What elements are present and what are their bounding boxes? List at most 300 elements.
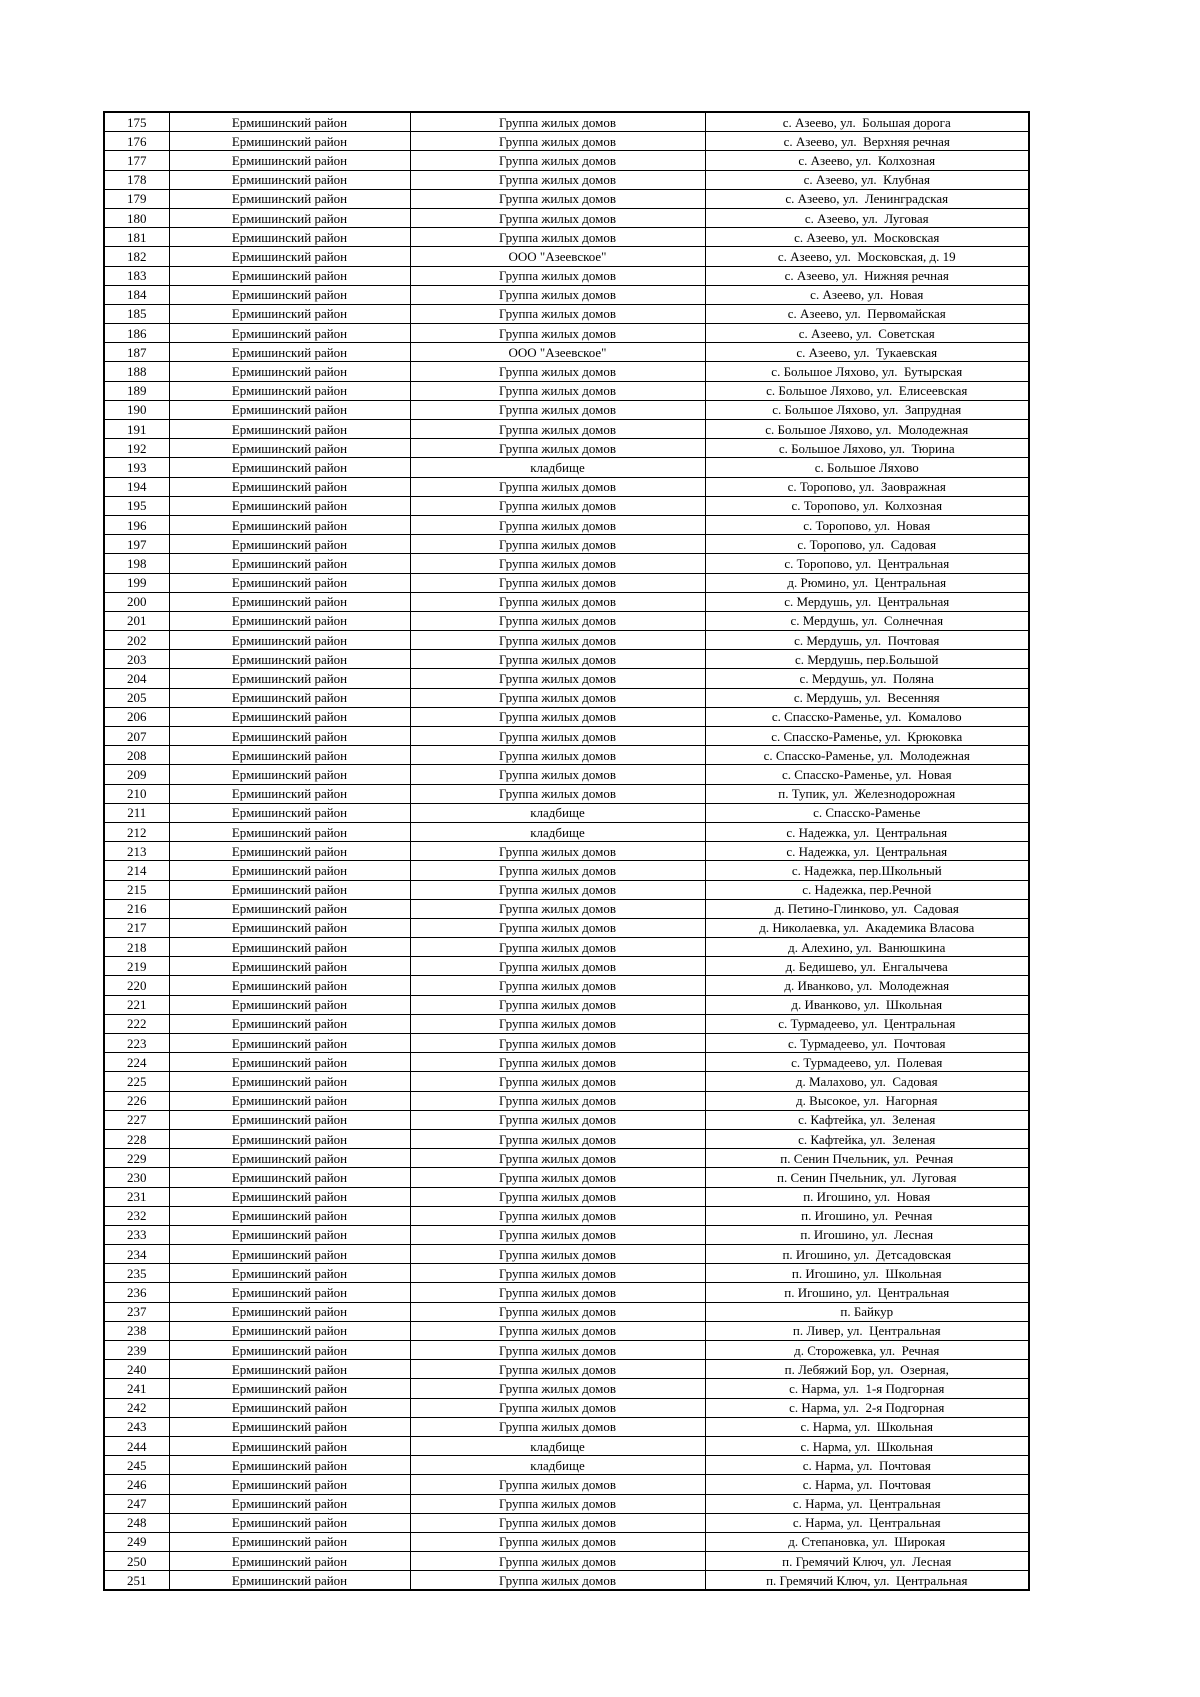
district-cell: Ермишинский район bbox=[169, 1129, 410, 1148]
row-number-cell: 214 bbox=[104, 861, 169, 880]
object-cell: Группа жилых домов bbox=[410, 669, 705, 688]
row-number-cell: 203 bbox=[104, 650, 169, 669]
address-cell: с. Мердушь, ул. Весенняя bbox=[705, 688, 1029, 707]
row-number-cell: 241 bbox=[104, 1379, 169, 1398]
row-number-cell: 251 bbox=[104, 1571, 169, 1591]
row-number-cell: 245 bbox=[104, 1456, 169, 1475]
district-cell: Ермишинский район bbox=[169, 266, 410, 285]
row-number-cell: 194 bbox=[104, 477, 169, 496]
row-number-cell: 213 bbox=[104, 842, 169, 861]
address-cell: с. Спасско-Раменье bbox=[705, 803, 1029, 822]
address-cell: с. Торопово, ул. Садовая bbox=[705, 535, 1029, 554]
object-cell: Группа жилых домов bbox=[410, 208, 705, 227]
address-cell: с. Торопово, ул. Колхозная bbox=[705, 496, 1029, 515]
row-number-cell: 196 bbox=[104, 515, 169, 534]
district-cell: Ермишинский район bbox=[169, 1379, 410, 1398]
row-number-cell: 179 bbox=[104, 189, 169, 208]
table-row bbox=[104, 400, 1029, 419]
district-cell: Ермишинский район bbox=[169, 1475, 410, 1494]
district-cell: Ермишинский район bbox=[169, 1302, 410, 1321]
address-cell: д. Высокое, ул. Нагорная bbox=[705, 1091, 1029, 1110]
table-row bbox=[104, 803, 1029, 822]
table-row bbox=[104, 1149, 1029, 1168]
table-row bbox=[104, 1168, 1029, 1187]
object-cell: Группа жилых домов bbox=[410, 1475, 705, 1494]
table-row bbox=[104, 822, 1029, 841]
row-number-cell: 210 bbox=[104, 784, 169, 803]
district-cell: Ермишинский район bbox=[169, 1072, 410, 1091]
row-number-cell: 220 bbox=[104, 976, 169, 995]
district-cell: Ермишинский район bbox=[169, 1456, 410, 1475]
address-cell: с. Спасско-Раменье, ул. Комалово bbox=[705, 707, 1029, 726]
row-number-cell: 180 bbox=[104, 208, 169, 227]
address-cell: с. Мердушь, ул. Поляна bbox=[705, 669, 1029, 688]
object-cell: Группа жилых домов bbox=[410, 976, 705, 995]
object-cell: Группа жилых домов bbox=[410, 611, 705, 630]
object-cell: Группа жилых домов bbox=[410, 1034, 705, 1053]
object-cell: Группа жилых домов bbox=[410, 1187, 705, 1206]
district-cell: Ермишинский район bbox=[169, 592, 410, 611]
object-cell: Группа жилых домов bbox=[410, 1014, 705, 1033]
address-cell: п. Игошино, ул. Речная bbox=[705, 1206, 1029, 1225]
table-row bbox=[104, 304, 1029, 323]
object-cell: Группа жилых домов bbox=[410, 1321, 705, 1340]
table-row bbox=[104, 1034, 1029, 1053]
object-cell: Группа жилых домов bbox=[410, 266, 705, 285]
address-cell: с. Нарма, ул. Школьная bbox=[705, 1417, 1029, 1436]
row-number-cell: 216 bbox=[104, 899, 169, 918]
row-number-cell: 182 bbox=[104, 247, 169, 266]
row-number-cell: 175 bbox=[104, 112, 169, 132]
object-cell: Группа жилых домов bbox=[410, 957, 705, 976]
address-cell: с. Азеево, ул. Тукаевская bbox=[705, 343, 1029, 362]
district-cell: Ермишинский район bbox=[169, 1436, 410, 1455]
object-cell: Группа жилых домов bbox=[410, 1225, 705, 1244]
district-cell: Ермишинский район bbox=[169, 228, 410, 247]
object-cell: Группа жилых домов bbox=[410, 112, 705, 132]
row-number-cell: 177 bbox=[104, 151, 169, 170]
district-cell: Ермишинский район bbox=[169, 746, 410, 765]
object-cell: кладбище bbox=[410, 458, 705, 477]
row-number-cell: 249 bbox=[104, 1532, 169, 1551]
object-cell: Группа жилых домов bbox=[410, 420, 705, 439]
table-row bbox=[104, 1436, 1029, 1455]
object-cell: кладбище bbox=[410, 822, 705, 841]
row-number-cell: 197 bbox=[104, 535, 169, 554]
object-cell: Группа жилых домов bbox=[410, 1245, 705, 1264]
address-cell: с. Турмадеево, ул. Почтовая bbox=[705, 1034, 1029, 1053]
district-cell: Ермишинский район bbox=[169, 1149, 410, 1168]
table-row bbox=[104, 1187, 1029, 1206]
table-row bbox=[104, 247, 1029, 266]
address-cell: с. Надежка, пер.Школьный bbox=[705, 861, 1029, 880]
table-row bbox=[104, 324, 1029, 343]
object-cell: Группа жилых домов bbox=[410, 400, 705, 419]
row-number-cell: 200 bbox=[104, 592, 169, 611]
row-number-cell: 176 bbox=[104, 132, 169, 151]
district-cell: Ермишинский район bbox=[169, 803, 410, 822]
address-cell: д. Степановка, ул. Широкая bbox=[705, 1532, 1029, 1551]
object-cell: ООО "Азеевское" bbox=[410, 343, 705, 362]
row-number-cell: 230 bbox=[104, 1168, 169, 1187]
row-number-cell: 187 bbox=[104, 343, 169, 362]
row-number-cell: 237 bbox=[104, 1302, 169, 1321]
table-row bbox=[104, 554, 1029, 573]
district-cell: Ермишинский район bbox=[169, 1571, 410, 1591]
row-number-cell: 223 bbox=[104, 1034, 169, 1053]
table-row bbox=[104, 1513, 1029, 1532]
address-cell: с. Спасско-Раменье, ул. Крюковка bbox=[705, 727, 1029, 746]
district-cell: Ермишинский район bbox=[169, 304, 410, 323]
table-row bbox=[104, 1129, 1029, 1148]
row-number-cell: 178 bbox=[104, 170, 169, 189]
object-cell: Группа жилых домов bbox=[410, 1283, 705, 1302]
table-row bbox=[104, 343, 1029, 362]
address-cell: с. Азеево, ул. Клубная bbox=[705, 170, 1029, 189]
table-row bbox=[104, 1283, 1029, 1302]
address-cell: д. Иванково, ул. Молодежная bbox=[705, 976, 1029, 995]
table-row bbox=[104, 880, 1029, 899]
row-number-cell: 239 bbox=[104, 1341, 169, 1360]
table-row bbox=[104, 1532, 1029, 1551]
district-cell: Ермишинский район bbox=[169, 938, 410, 957]
row-number-cell: 211 bbox=[104, 803, 169, 822]
table-row bbox=[104, 458, 1029, 477]
district-cell: Ермишинский район bbox=[169, 1341, 410, 1360]
row-number-cell: 224 bbox=[104, 1053, 169, 1072]
row-number-cell: 205 bbox=[104, 688, 169, 707]
district-cell: Ермишинский район bbox=[169, 381, 410, 400]
object-cell: Группа жилых домов bbox=[410, 650, 705, 669]
row-number-cell: 206 bbox=[104, 707, 169, 726]
row-number-cell: 199 bbox=[104, 573, 169, 592]
address-cell: с. Азеево, ул. Колхозная bbox=[705, 151, 1029, 170]
row-number-cell: 232 bbox=[104, 1206, 169, 1225]
district-cell: Ермишинский район bbox=[169, 707, 410, 726]
address-cell: п. Игошино, ул. Центральная bbox=[705, 1283, 1029, 1302]
row-number-cell: 244 bbox=[104, 1436, 169, 1455]
district-cell: Ермишинский район bbox=[169, 1168, 410, 1187]
object-cell: Группа жилых домов bbox=[410, 995, 705, 1014]
table-row bbox=[104, 1014, 1029, 1033]
table-row bbox=[104, 727, 1029, 746]
district-cell: Ермишинский район bbox=[169, 1494, 410, 1513]
address-cell: д. Алехино, ул. Ванюшкина bbox=[705, 938, 1029, 957]
row-number-cell: 212 bbox=[104, 822, 169, 841]
address-cell: с. Большое Ляхово, ул. Тюрина bbox=[705, 439, 1029, 458]
district-cell: Ермишинский район bbox=[169, 727, 410, 746]
address-cell: с. Нарма, ул. 2-я Подгорная bbox=[705, 1398, 1029, 1417]
registry-table-body bbox=[104, 112, 1029, 1590]
district-cell: Ермишинский район bbox=[169, 343, 410, 362]
district-cell: Ермишинский район bbox=[169, 995, 410, 1014]
object-cell: Группа жилых домов bbox=[410, 1053, 705, 1072]
address-cell: с. Спасско-Раменье, ул. Новая bbox=[705, 765, 1029, 784]
object-cell: Группа жилых домов bbox=[410, 842, 705, 861]
address-cell: с. Нарма, ул. Центральная bbox=[705, 1513, 1029, 1532]
address-cell: с. Нарма, ул. Почтовая bbox=[705, 1475, 1029, 1494]
object-cell: Группа жилых домов bbox=[410, 1264, 705, 1283]
district-cell: Ермишинский район bbox=[169, 535, 410, 554]
address-cell: с. Кафтейка, ул. Зеленая bbox=[705, 1129, 1029, 1148]
address-cell: с. Мердушь, пер.Большой bbox=[705, 650, 1029, 669]
table-row bbox=[104, 976, 1029, 995]
table-row bbox=[104, 842, 1029, 861]
object-cell: Группа жилых домов bbox=[410, 170, 705, 189]
address-cell: с. Азеево, ул. Нижняя речная bbox=[705, 266, 1029, 285]
object-cell: Группа жилых домов bbox=[410, 1072, 705, 1091]
district-cell: Ермишинский район bbox=[169, 208, 410, 227]
table-row bbox=[104, 1264, 1029, 1283]
district-cell: Ермишинский район bbox=[169, 151, 410, 170]
row-number-cell: 215 bbox=[104, 880, 169, 899]
table-row bbox=[104, 995, 1029, 1014]
table-row bbox=[104, 1091, 1029, 1110]
row-number-cell: 185 bbox=[104, 304, 169, 323]
address-cell: с. Азеево, ул. Первомайская bbox=[705, 304, 1029, 323]
district-cell: Ермишинский район bbox=[169, 842, 410, 861]
row-number-cell: 236 bbox=[104, 1283, 169, 1302]
object-cell: Группа жилых домов bbox=[410, 228, 705, 247]
row-number-cell: 222 bbox=[104, 1014, 169, 1033]
row-number-cell: 209 bbox=[104, 765, 169, 784]
address-cell: д. Малахово, ул. Садовая bbox=[705, 1072, 1029, 1091]
address-cell: с. Азеево, ул. Верхняя речная bbox=[705, 132, 1029, 151]
district-cell: Ермишинский район bbox=[169, 458, 410, 477]
district-cell: Ермишинский район bbox=[169, 400, 410, 419]
object-cell: Группа жилых домов bbox=[410, 1379, 705, 1398]
district-cell: Ермишинский район bbox=[169, 669, 410, 688]
address-cell: с. Азеево, ул. Московская, д. 19 bbox=[705, 247, 1029, 266]
address-cell: д. Иванково, ул. Школьная bbox=[705, 995, 1029, 1014]
object-cell: Группа жилых домов bbox=[410, 496, 705, 515]
table-row bbox=[104, 535, 1029, 554]
table-row bbox=[104, 765, 1029, 784]
district-cell: Ермишинский район bbox=[169, 1321, 410, 1340]
address-cell: с. Надежка, пер.Речной bbox=[705, 880, 1029, 899]
object-cell: Группа жилых домов bbox=[410, 285, 705, 304]
object-cell: Группа жилых домов bbox=[410, 899, 705, 918]
district-cell: Ермишинский район bbox=[169, 420, 410, 439]
object-cell: Группа жилых домов bbox=[410, 1417, 705, 1436]
district-cell: Ермишинский район bbox=[169, 247, 410, 266]
address-cell: с. Большое Ляхово, ул. Бутырская bbox=[705, 362, 1029, 381]
district-cell: Ермишинский район bbox=[169, 573, 410, 592]
table-row bbox=[104, 1552, 1029, 1571]
district-cell: Ермишинский район bbox=[169, 784, 410, 803]
address-cell: с. Мердушь, ул. Солнечная bbox=[705, 611, 1029, 630]
object-cell: Группа жилых домов bbox=[410, 1149, 705, 1168]
table-row bbox=[104, 1110, 1029, 1129]
district-cell: Ермишинский район bbox=[169, 1532, 410, 1551]
address-cell: с. Надежка, ул. Центральная bbox=[705, 822, 1029, 841]
row-number-cell: 246 bbox=[104, 1475, 169, 1494]
table-row bbox=[104, 592, 1029, 611]
table-row bbox=[104, 1302, 1029, 1321]
table-row bbox=[104, 170, 1029, 189]
district-cell: Ермишинский район bbox=[169, 1398, 410, 1417]
object-cell: Группа жилых домов bbox=[410, 1571, 705, 1591]
object-cell: Группа жилых домов bbox=[410, 1110, 705, 1129]
address-cell: п. Гремячий Ключ, ул. Лесная bbox=[705, 1552, 1029, 1571]
district-cell: Ермишинский район bbox=[169, 1360, 410, 1379]
district-cell: Ермишинский район bbox=[169, 324, 410, 343]
table-row bbox=[104, 611, 1029, 630]
district-cell: Ермишинский район bbox=[169, 1245, 410, 1264]
row-number-cell: 242 bbox=[104, 1398, 169, 1417]
district-cell: Ермишинский район bbox=[169, 1091, 410, 1110]
district-cell: Ермишинский район bbox=[169, 362, 410, 381]
address-cell: с. Турмадеево, ул. Центральная bbox=[705, 1014, 1029, 1033]
address-cell: с. Надежка, ул. Центральная bbox=[705, 842, 1029, 861]
table-row bbox=[104, 1245, 1029, 1264]
table-row bbox=[104, 1053, 1029, 1072]
row-number-cell: 208 bbox=[104, 746, 169, 765]
object-cell: Группа жилых домов bbox=[410, 1206, 705, 1225]
table-row bbox=[104, 899, 1029, 918]
table-row bbox=[104, 1494, 1029, 1513]
table-row bbox=[104, 515, 1029, 534]
district-cell: Ермишинский район bbox=[169, 1283, 410, 1302]
row-number-cell: 193 bbox=[104, 458, 169, 477]
registry-table bbox=[103, 111, 1030, 1591]
table-row bbox=[104, 1398, 1029, 1417]
object-cell: Группа жилых домов bbox=[410, 381, 705, 400]
object-cell: Группа жилых домов bbox=[410, 1360, 705, 1379]
address-cell: с. Азеево, ул. Ленинградская bbox=[705, 189, 1029, 208]
object-cell: Группа жилых домов bbox=[410, 765, 705, 784]
table-row bbox=[104, 918, 1029, 937]
address-cell: п. Игошино, ул. Лесная bbox=[705, 1225, 1029, 1244]
address-cell: с. Нарма, ул. Почтовая bbox=[705, 1456, 1029, 1475]
address-cell: с. Большое Ляхово, ул. Запрудная bbox=[705, 400, 1029, 419]
table-row bbox=[104, 1225, 1029, 1244]
row-number-cell: 227 bbox=[104, 1110, 169, 1129]
district-cell: Ермишинский район bbox=[169, 515, 410, 534]
address-cell: п. Гремячий Ключ, ул. Центральная bbox=[705, 1571, 1029, 1591]
address-cell: п. Сенин Пчельник, ул. Луговая bbox=[705, 1168, 1029, 1187]
address-cell: с. Мердушь, ул. Почтовая bbox=[705, 631, 1029, 650]
table-row bbox=[104, 496, 1029, 515]
district-cell: Ермишинский район bbox=[169, 112, 410, 132]
object-cell: Группа жилых домов bbox=[410, 1129, 705, 1148]
address-cell: п. Ливер, ул. Центральная bbox=[705, 1321, 1029, 1340]
object-cell: кладбище bbox=[410, 1456, 705, 1475]
table-row bbox=[104, 266, 1029, 285]
address-cell: с. Азеево, ул. Большая дорога bbox=[705, 112, 1029, 132]
object-cell: Группа жилых домов bbox=[410, 515, 705, 534]
table-row bbox=[104, 650, 1029, 669]
table-row bbox=[104, 1475, 1029, 1494]
object-cell: Группа жилых домов bbox=[410, 746, 705, 765]
address-cell: д. Рюмино, ул. Центральная bbox=[705, 573, 1029, 592]
row-number-cell: 238 bbox=[104, 1321, 169, 1340]
row-number-cell: 204 bbox=[104, 669, 169, 688]
object-cell: Группа жилых домов bbox=[410, 573, 705, 592]
district-cell: Ермишинский район bbox=[169, 496, 410, 515]
address-cell: с. Азеево, ул. Новая bbox=[705, 285, 1029, 304]
address-cell: п. Байкур bbox=[705, 1302, 1029, 1321]
address-cell: п. Сенин Пчельник, ул. Речная bbox=[705, 1149, 1029, 1168]
district-cell: Ермишинский район bbox=[169, 1206, 410, 1225]
table-row bbox=[104, 688, 1029, 707]
object-cell: Группа жилых домов bbox=[410, 1398, 705, 1417]
table-row bbox=[104, 784, 1029, 803]
row-number-cell: 221 bbox=[104, 995, 169, 1014]
district-cell: Ермишинский район bbox=[169, 285, 410, 304]
district-cell: Ермишинский район bbox=[169, 1552, 410, 1571]
district-cell: Ермишинский район bbox=[169, 822, 410, 841]
district-cell: Ермишинский район bbox=[169, 477, 410, 496]
object-cell: Группа жилых домов bbox=[410, 938, 705, 957]
object-cell: Группа жилых домов bbox=[410, 439, 705, 458]
object-cell: Группа жилых домов bbox=[410, 1513, 705, 1532]
table-row bbox=[104, 1571, 1029, 1591]
district-cell: Ермишинский район bbox=[169, 1513, 410, 1532]
table-row bbox=[104, 132, 1029, 151]
table-row bbox=[104, 957, 1029, 976]
row-number-cell: 198 bbox=[104, 554, 169, 573]
row-number-cell: 190 bbox=[104, 400, 169, 419]
district-cell: Ермишинский район bbox=[169, 170, 410, 189]
table-row bbox=[104, 1321, 1029, 1340]
district-cell: Ермишинский район bbox=[169, 132, 410, 151]
address-cell: с. Спасско-Раменье, ул. Молодежная bbox=[705, 746, 1029, 765]
district-cell: Ермишинский район bbox=[169, 976, 410, 995]
table-row bbox=[104, 228, 1029, 247]
object-cell: Группа жилых домов bbox=[410, 1091, 705, 1110]
table-row bbox=[104, 1379, 1029, 1398]
table-row bbox=[104, 1417, 1029, 1436]
row-number-cell: 188 bbox=[104, 362, 169, 381]
table-row bbox=[104, 112, 1029, 132]
object-cell: Группа жилых домов bbox=[410, 362, 705, 381]
district-cell: Ермишинский район bbox=[169, 554, 410, 573]
table-row bbox=[104, 1456, 1029, 1475]
object-cell: ООО "Азеевское" bbox=[410, 247, 705, 266]
district-cell: Ермишинский район bbox=[169, 861, 410, 880]
table-row bbox=[104, 669, 1029, 688]
row-number-cell: 217 bbox=[104, 918, 169, 937]
table-row bbox=[104, 631, 1029, 650]
object-cell: Группа жилых домов bbox=[410, 861, 705, 880]
table-row bbox=[104, 420, 1029, 439]
object-cell: Группа жилых домов bbox=[410, 132, 705, 151]
row-number-cell: 184 bbox=[104, 285, 169, 304]
row-number-cell: 191 bbox=[104, 420, 169, 439]
object-cell: Группа жилых домов bbox=[410, 1532, 705, 1551]
row-number-cell: 247 bbox=[104, 1494, 169, 1513]
row-number-cell: 218 bbox=[104, 938, 169, 957]
table-row bbox=[104, 707, 1029, 726]
row-number-cell: 183 bbox=[104, 266, 169, 285]
address-cell: с. Нарма, ул. Центральная bbox=[705, 1494, 1029, 1513]
district-cell: Ермишинский район bbox=[169, 880, 410, 899]
address-cell: с. Большое Ляхово, ул. Молодежная bbox=[705, 420, 1029, 439]
district-cell: Ермишинский район bbox=[169, 611, 410, 630]
district-cell: Ермишинский район bbox=[169, 1053, 410, 1072]
row-number-cell: 181 bbox=[104, 228, 169, 247]
address-cell: п. Тупик, ул. Железнодорожная bbox=[705, 784, 1029, 803]
row-number-cell: 248 bbox=[104, 1513, 169, 1532]
object-cell: Группа жилых домов bbox=[410, 1341, 705, 1360]
table-row bbox=[104, 151, 1029, 170]
table-row bbox=[104, 746, 1029, 765]
row-number-cell: 234 bbox=[104, 1245, 169, 1264]
address-cell: с. Кафтейка, ул. Зеленая bbox=[705, 1110, 1029, 1129]
table-row bbox=[104, 861, 1029, 880]
district-cell: Ермишинский район bbox=[169, 1225, 410, 1244]
